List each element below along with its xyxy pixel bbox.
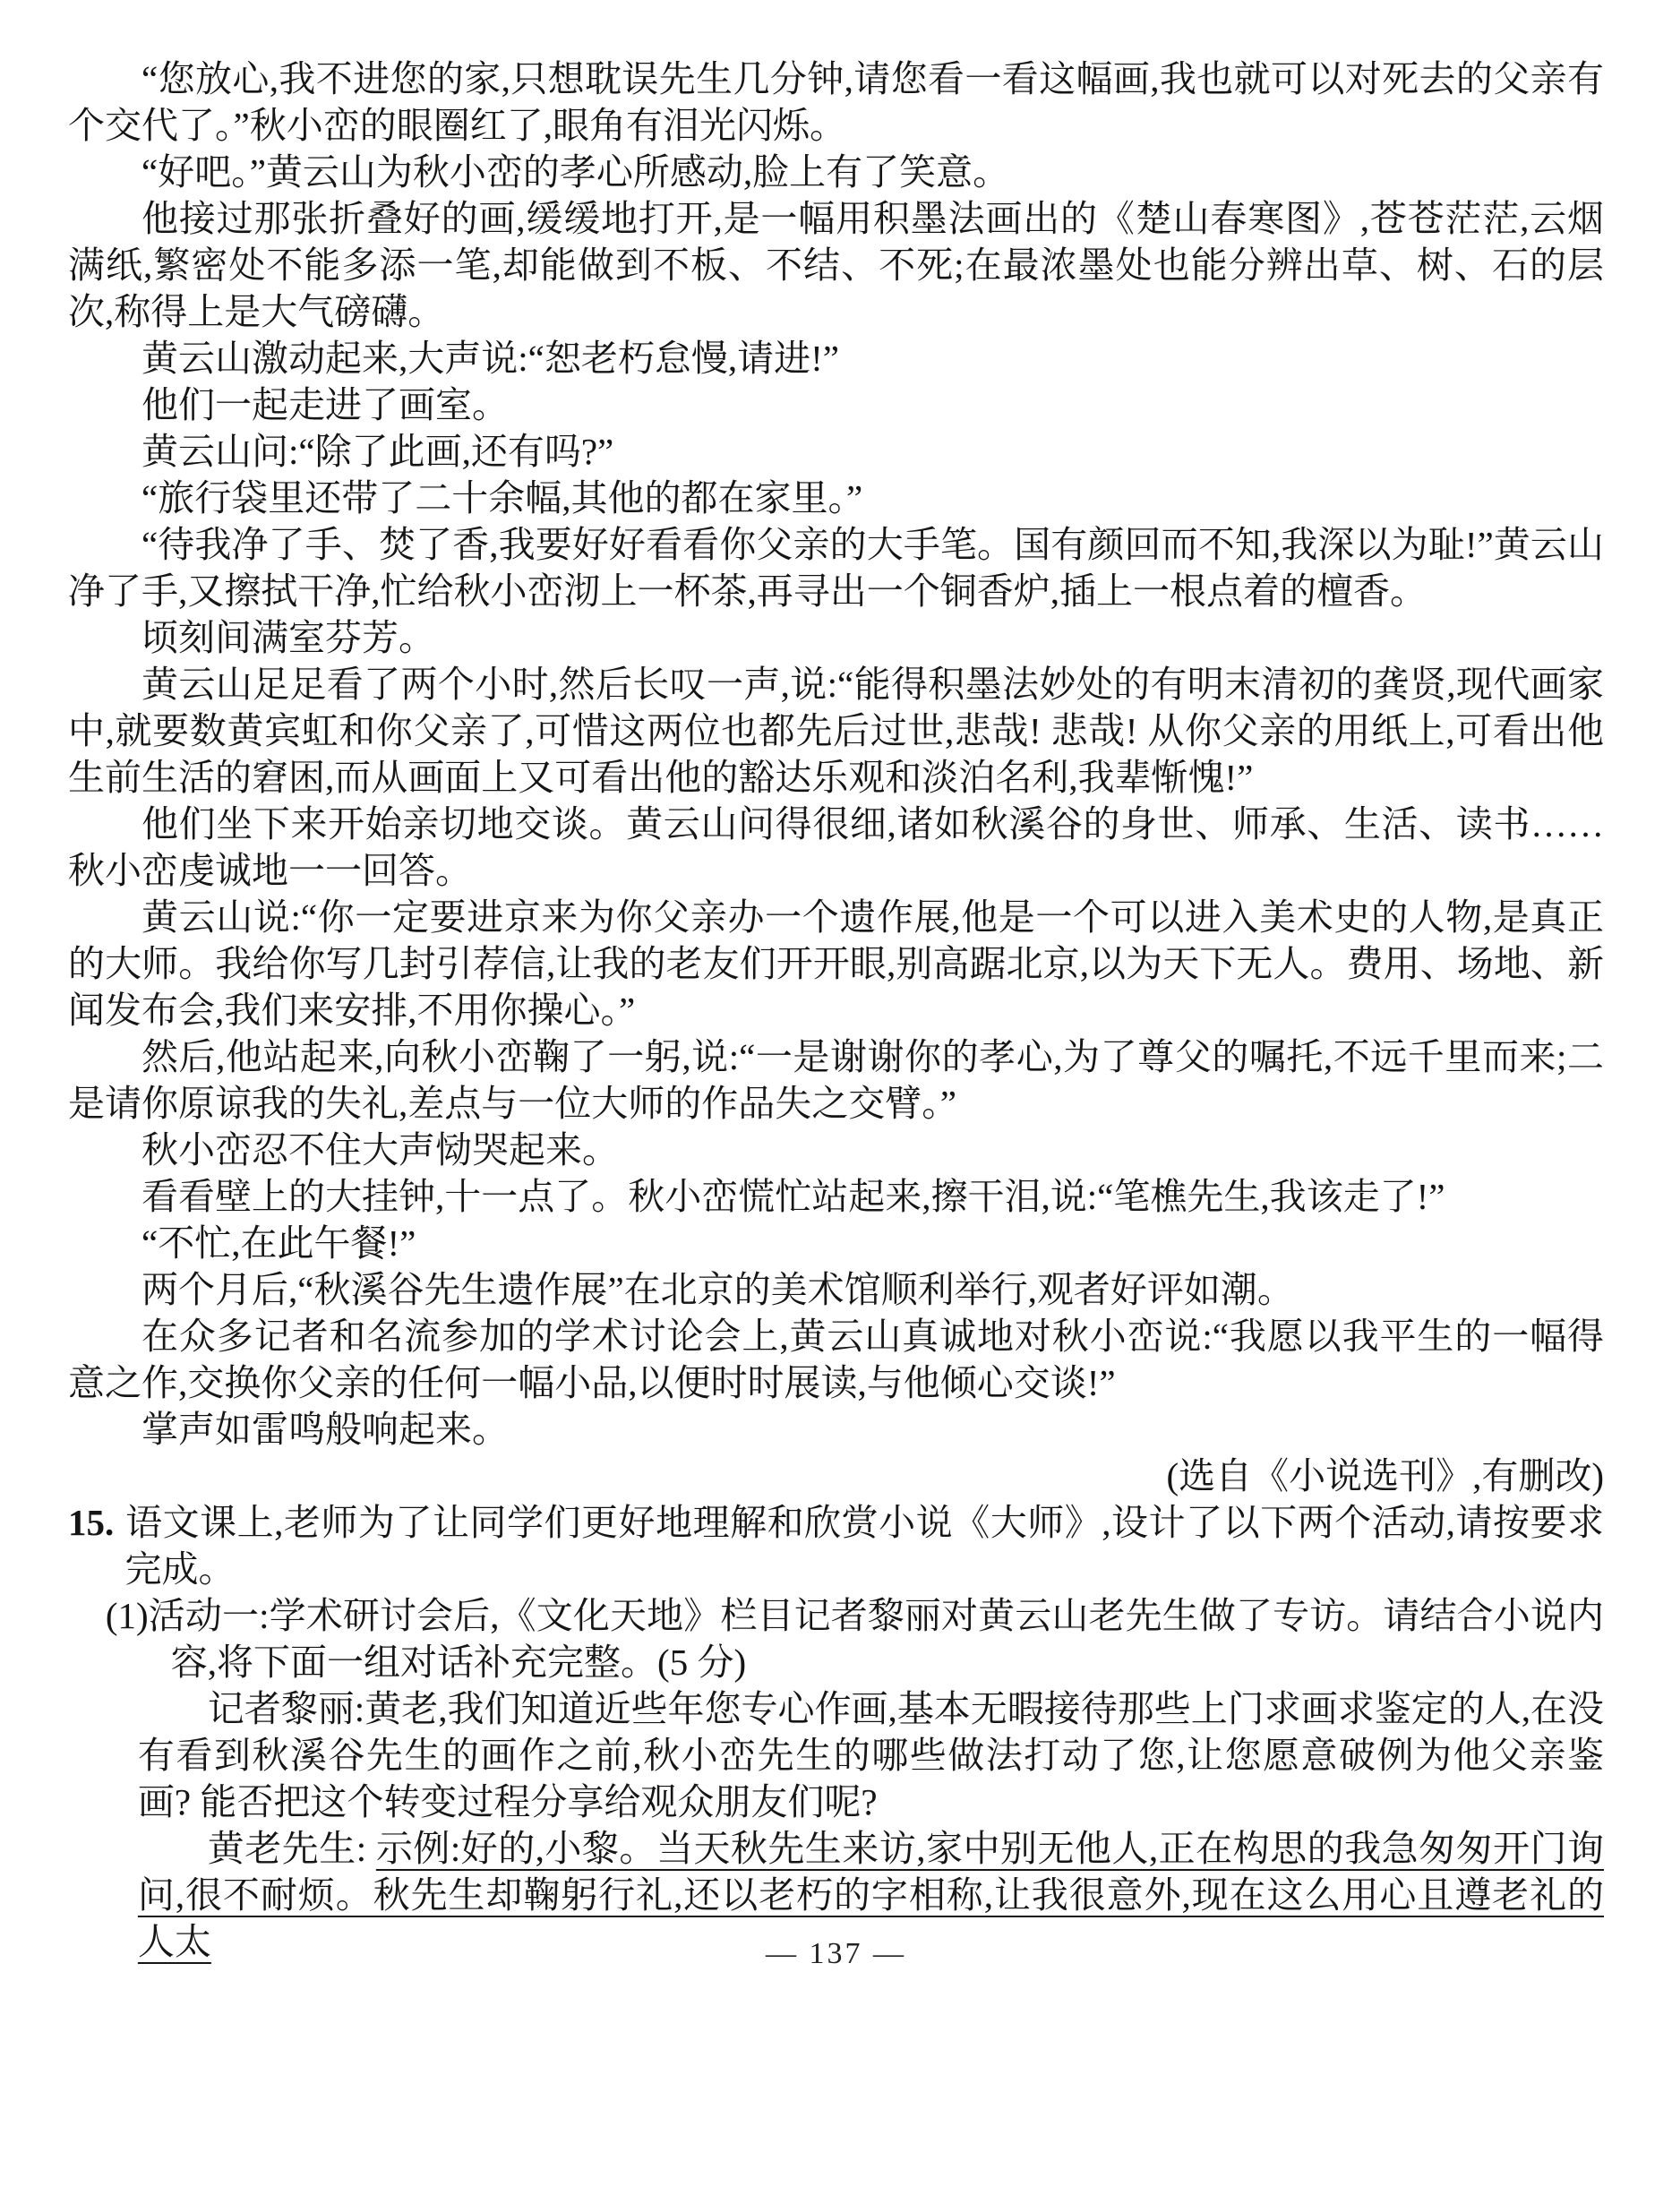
story-paragraph: “不忙,在此午餐!” [141,1222,416,1264]
story-paragraph: 秋小峦忍不住大声恸哭起来。 [141,1129,619,1170]
question-15-part1 [68,1592,1604,1685]
story-paragraph: 黄云山激动起来,大声说:“恕老朽怠慢,请进!” [141,338,839,379]
question-15 [68,1499,1604,1592]
story-paragraph: 他们一起走进了画室。 [141,384,509,425]
part1-label: (1) [105,1595,149,1636]
story-paragraph: 黄云山说:“你一定要进京来为你父亲办一个遗作展,他是一个可以进入美术史的人物,是真正的大师。我给你写几封引荐信,让我的老友们开开眼,别高踞北京,以为天下无人。费用、场地、新闻发布会,我们来安排,不用你操心。” [68,896,1604,1031]
question-stem: 语文课上,老师为了让同学们更好地理解和欣赏小说《大师》,设计了以下两个活动,请按要求完成。 [124,1502,1604,1590]
reporter-text: 黄老,我们知道近些年您专心作画,基本无暇接待那些上门求画求鉴定的人,在没有看到秋溪谷先生的画作之前,秋小峦先生的哪些做法打动了您,让您愿意破例为他父亲鉴画? 能否把这个转变过程分享给观众朋友们呢? [137,1688,1604,1822]
question-number: 15. [68,1502,115,1543]
story-text [68,56,1604,1453]
story-paragraph: 看看壁上的大挂钟,十一点了。秋小峦慌忙站起来,擦干泪,说:“笔樵先生,我该走了!” [141,1176,1445,1217]
reporter-label: 记者黎丽: [207,1688,365,1729]
part1-text: 活动一:学术研讨会后,《文化天地》栏目记者黎丽对黄云山老先生做了专访。请结合小说内容,将下面一组对话补充完整。(5 分) [148,1595,1604,1683]
story-paragraph: “待我净了手、焚了香,我要好好看看你父亲的大手笔。国有颜回而不知,我深以为耻!”黄云山净了手,又擦拭干净,忙给秋小峦沏上一杯茶,再寻出一个铜香炉,插上一根点着的檀香。 [68,524,1604,612]
page-number: — 137 — [766,1937,906,1970]
story-paragraph: “好吧。”黄云山为秋小峦的孝心所感动,脸上有了笑意。 [141,151,1010,193]
page-footer [0,1931,1672,1977]
story-paragraph: 掌声如雷鸣般响起来。 [141,1409,509,1450]
dialogue-reporter [68,1685,1604,1825]
source-citation-text: (选自《小说选刊》,有删改) [1166,1455,1604,1496]
story-paragraph: 他接过那张折叠好的画,缓缓地打开,是一幅用积墨法画出的《楚山春寒图》,苍苍茫茫,云烟满纸,繁密处不能多添一笔,却能做到不板、不结、不死;在最浓墨处也能分辨出草、树、石的层次,称得上是大气磅礴。 [68,198,1604,332]
answer-label: 黄老先生: [207,1828,376,1869]
story-paragraph: 然后,他站起来,向秋小峦鞠了一躬,说:“一是谢谢你的孝心,为了尊父的嘱托,不远千里而来;二是请你原谅我的失礼,差点与一位大师的作品失之交臂。” [68,1036,1604,1124]
story-paragraph: “您放心,我不进您的家,只想耽误先生几分钟,请您看一看这幅画,我也就可以对死去的父亲有个交代了。”秋小峦的眼圈红了,眼角有泪光闪烁。 [68,58,1604,146]
story-paragraph: 黄云山问:“除了此画,还有吗?” [141,431,614,472]
story-paragraph: 黄云山足足看了两个小时,然后长叹一声,说:“能得积墨法妙处的有明末清初的龚贤,现代画家中,就要数黄宾虹和你父亲了,可惜这两位也都先后过世,悲哉! 悲哉! 从你父亲的用纸上,可看出他生前生活的窘困,而从画面上又可看出他的豁达乐观和淡泊名利,我辈惭愧!” [68,664,1604,798]
story-paragraph: 在众多记者和名流参加的学术讨论会上,黄云山真诚地对秋小峦说:“我愿以我平生的一幅得意之作,交换你父亲的任何一幅小品,以便时时展读,与他倾心交谈!” [68,1316,1604,1403]
story-paragraph: “旅行袋里还带了二十余幅,其他的都在家里。” [141,477,863,519]
source-citation [68,1453,1604,1499]
story-paragraph: 顷刻间满室芬芳。 [141,617,435,658]
story-paragraph: 他们坐下来开始亲切地交谈。黄云山问得很细,诸如秋溪谷的身世、师承、生活、读书……秋小峦虔诚地一一回答。 [68,803,1604,891]
answer-blank-filled: 示例:好的,小黎。当天秋先生来访,家中别无他人,正在构思的我急匆匆开门询问,很不耐烦。秋先生却鞠躬行礼,还以老朽的字相称,让我很意外,现在这么用心且遵老礼的人太 [137,1828,1604,1962]
story-paragraph: 两个月后,“秋溪谷先生遗作展”在北京的美术馆顺利举行,观者好评如潮。 [141,1269,1294,1310]
